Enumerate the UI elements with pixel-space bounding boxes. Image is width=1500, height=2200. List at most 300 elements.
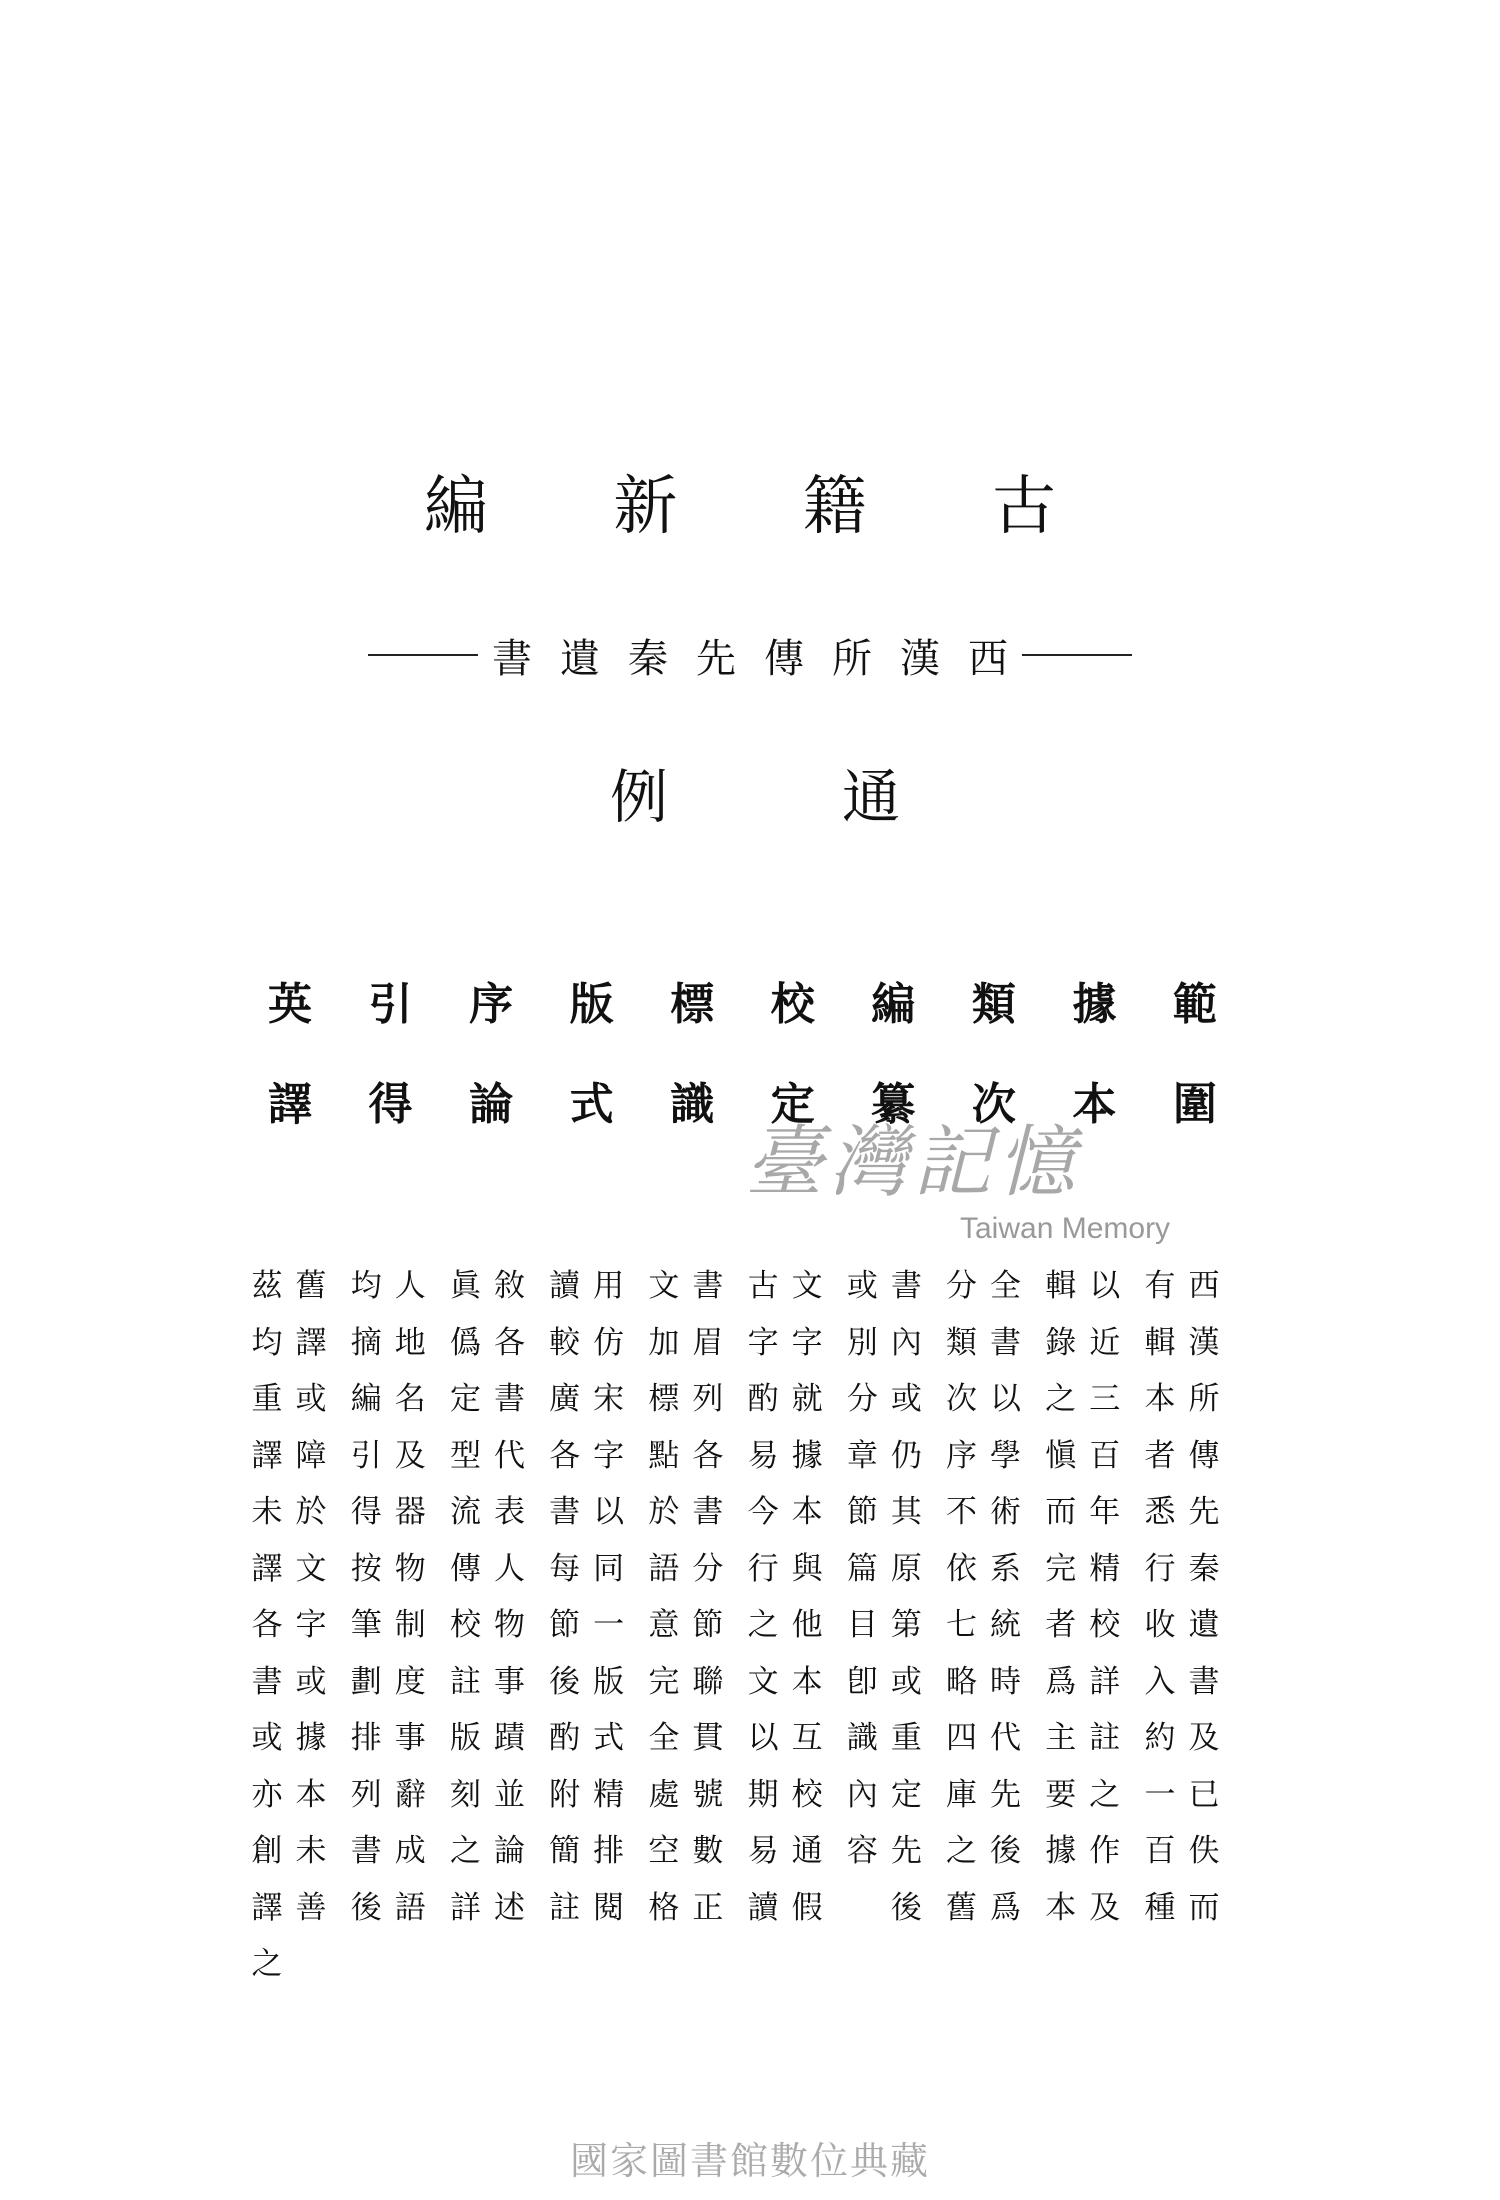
text-char: 眉 xyxy=(692,1324,724,1361)
text-char: 本 xyxy=(791,1663,823,1700)
text-char: 不 xyxy=(946,1494,978,1530)
text-char: 聯 xyxy=(692,1663,724,1700)
text-char: 節 xyxy=(692,1607,724,1643)
text-char: 易 xyxy=(747,1437,779,1474)
text-char: 譯 xyxy=(251,1889,283,1926)
text-char: 意 xyxy=(648,1607,680,1643)
text-char: 傳 xyxy=(1188,1437,1220,1474)
text-char: 者 xyxy=(1045,1607,1077,1643)
text-char: 年 xyxy=(1089,1494,1121,1530)
text-char: 書 xyxy=(990,1324,1022,1361)
text-char: 時 xyxy=(990,1663,1022,1700)
text-char: 物 xyxy=(493,1607,525,1643)
text-char: 廣 xyxy=(549,1381,581,1417)
text-char: 先 xyxy=(990,1776,1022,1813)
text-char: 種 xyxy=(1144,1889,1176,1926)
rule-header-bottom: 得 xyxy=(368,1079,413,1130)
rule-header xyxy=(456,955,526,1155)
text-column xyxy=(248,1258,286,1982)
text-column xyxy=(1086,1258,1124,1948)
text-char: 地 xyxy=(394,1324,426,1361)
rule-header-top: 英 xyxy=(268,979,312,1030)
text-char: 語 xyxy=(648,1550,680,1587)
rule-header xyxy=(657,955,727,1155)
text-char: 制 xyxy=(394,1607,426,1643)
text-char: 假 xyxy=(791,1889,823,1926)
text-char: 而 xyxy=(1188,1889,1220,1926)
watermark-latin: Taiwan Memory xyxy=(960,1212,1171,1245)
text-char: 筆 xyxy=(350,1607,382,1643)
text-column xyxy=(1141,1258,1179,1948)
text-char: 後 xyxy=(549,1663,581,1700)
text-char: 各 xyxy=(493,1324,525,1361)
text-char: 其 xyxy=(890,1494,922,1530)
subtitle-char: 遺 xyxy=(560,635,600,682)
text-char: 本 xyxy=(295,1776,327,1813)
text-char: 與 xyxy=(791,1550,823,1587)
text-char: 術 xyxy=(990,1494,1022,1530)
text-char: 之 xyxy=(449,1833,481,1869)
rule-description xyxy=(248,1258,330,1982)
text-char: 簡 xyxy=(549,1833,581,1869)
text-char: 譯 xyxy=(251,1437,283,1474)
text-char: 蹟 xyxy=(493,1720,525,1756)
text-char: 舊 xyxy=(295,1268,327,1304)
text-char: 譯 xyxy=(295,1324,327,1361)
text-char: 作 xyxy=(1089,1833,1121,1869)
text-char: 要 xyxy=(1045,1776,1077,1813)
text-char: 愼 xyxy=(1045,1437,1077,1474)
text-char: 有 xyxy=(1144,1268,1176,1304)
text-char: 系 xyxy=(990,1550,1022,1587)
text-char: 之 xyxy=(946,1833,978,1869)
text-char: 每 xyxy=(549,1550,581,1587)
text-char: 號 xyxy=(692,1776,724,1813)
text-char: 類 xyxy=(946,1324,978,1361)
text-char: 本 xyxy=(1144,1381,1176,1417)
text-char: 近 xyxy=(1089,1324,1121,1361)
text-char: 原 xyxy=(890,1550,922,1587)
text-char: 重 xyxy=(251,1381,283,1417)
text-column xyxy=(1042,1258,1080,1948)
text-char: 辭 xyxy=(394,1776,426,1813)
rule-description xyxy=(1042,1258,1124,1948)
text-char: 茲 xyxy=(251,1268,283,1304)
text-char: 均 xyxy=(350,1268,382,1304)
title-char: 編 xyxy=(424,470,488,544)
text-char: 空 xyxy=(648,1833,680,1869)
text-char: 創 xyxy=(251,1833,283,1869)
text-char: 收 xyxy=(1144,1607,1176,1643)
subtitle-char: 秦 xyxy=(628,635,668,682)
text-char: 摘 xyxy=(350,1324,382,1361)
text-char: 之 xyxy=(1089,1776,1121,1813)
text-char: 章 xyxy=(846,1437,878,1474)
rule-header-top: 據 xyxy=(1072,979,1117,1030)
text-char: 文 xyxy=(295,1550,327,1587)
text-char: 者 xyxy=(1144,1437,1176,1474)
rule-header-bottom: 論 xyxy=(469,1079,514,1130)
text-char: 節 xyxy=(846,1494,878,1530)
text-char: 書 xyxy=(890,1268,922,1304)
text-char: 分 xyxy=(946,1268,978,1304)
rule-description xyxy=(943,1258,1025,1948)
text-char: 文 xyxy=(648,1268,680,1304)
footer-credit: 國家圖書館數位典藏 xyxy=(569,2139,930,2183)
text-char: 本 xyxy=(791,1494,823,1530)
text-char: 註 xyxy=(549,1889,581,1926)
text-column xyxy=(689,1258,727,1948)
title-char: 古 xyxy=(991,470,1056,544)
section-heading xyxy=(610,750,900,834)
text-char: 度 xyxy=(394,1663,426,1700)
text-char: 漢 xyxy=(1188,1324,1220,1361)
text-char: 點 xyxy=(648,1437,680,1474)
text-char: 目 xyxy=(846,1607,878,1643)
rule-header-bottom: 定 xyxy=(770,1079,815,1130)
rule-description xyxy=(446,1258,528,1948)
text-char: 書 xyxy=(350,1833,382,1869)
text-char: 已 xyxy=(1188,1776,1220,1813)
text-char: 行 xyxy=(1144,1550,1176,1587)
text-char: 編 xyxy=(350,1381,382,1417)
text-char: 器 xyxy=(394,1494,426,1530)
text-char: 標 xyxy=(648,1381,680,1417)
text-char: 西 xyxy=(1188,1268,1220,1304)
book-title xyxy=(420,455,1060,547)
text-char: 統 xyxy=(990,1607,1022,1643)
text-char: 節 xyxy=(549,1607,581,1643)
text-char: 酌 xyxy=(549,1720,581,1756)
subtitle-char: 先 xyxy=(696,635,736,682)
text-column xyxy=(645,1258,683,1948)
text-column xyxy=(987,1258,1025,1948)
text-char: 據 xyxy=(791,1437,823,1474)
text-column xyxy=(347,1258,385,1948)
text-char: 代 xyxy=(990,1720,1022,1756)
text-char: 書 xyxy=(692,1494,724,1530)
text-char: 篇 xyxy=(846,1550,878,1587)
rule-header-top: 標 xyxy=(670,979,715,1030)
rule-description xyxy=(645,1258,727,1948)
text-char: 依 xyxy=(946,1550,978,1587)
text-char: 眞 xyxy=(449,1268,481,1304)
text-char: 校 xyxy=(1089,1607,1121,1643)
rule-header-top: 序 xyxy=(469,979,514,1030)
text-char: 用 xyxy=(593,1268,625,1304)
text-char: 版 xyxy=(449,1720,481,1756)
text-char: 或 xyxy=(251,1720,283,1756)
rules-body xyxy=(248,1258,1223,1982)
rule-header-bottom: 纂 xyxy=(871,1079,916,1130)
text-char: 通 xyxy=(791,1833,823,1869)
text-char: 期 xyxy=(747,1776,779,1813)
text-char: 全 xyxy=(648,1720,680,1756)
text-char: 別 xyxy=(846,1324,878,1361)
text-char: 入 xyxy=(1144,1663,1176,1700)
text-column xyxy=(1185,1258,1223,1948)
text-char: 數 xyxy=(692,1833,724,1869)
dash-right xyxy=(1022,654,1132,656)
text-column xyxy=(843,1258,881,1948)
text-char: 或 xyxy=(295,1381,327,1417)
text-column xyxy=(292,1258,330,1948)
text-char: 容 xyxy=(846,1833,878,1869)
text-column xyxy=(887,1258,925,1948)
text-char: 百 xyxy=(1089,1437,1121,1474)
text-char: 悉 xyxy=(1144,1494,1176,1530)
subtitle-char: 傳 xyxy=(764,635,804,682)
text-char: 佚 xyxy=(1188,1833,1220,1869)
text-char: 序 xyxy=(946,1437,978,1474)
text-char: 定 xyxy=(890,1776,922,1813)
text-char: 互 xyxy=(791,1720,823,1756)
text-char: 及 xyxy=(1188,1720,1220,1756)
text-char: 各 xyxy=(692,1437,724,1474)
text-char: 讀 xyxy=(747,1889,779,1926)
text-char: 古 xyxy=(747,1268,779,1304)
text-char: 分 xyxy=(692,1550,724,1587)
heading-char: 例 xyxy=(610,763,669,831)
text-char: 按 xyxy=(350,1550,382,1587)
text-char: 代 xyxy=(493,1437,525,1474)
text-char: 版 xyxy=(593,1663,625,1700)
text-char: 排 xyxy=(350,1720,382,1756)
text-char: 之 xyxy=(747,1607,779,1643)
subtitle-char: 書 xyxy=(492,635,532,682)
rule-header-bottom: 次 xyxy=(971,1079,1016,1130)
text-char: 一 xyxy=(1144,1776,1176,1813)
text-column xyxy=(391,1258,429,1948)
text-char: 今 xyxy=(747,1494,779,1530)
title-char: 新 xyxy=(613,470,678,544)
text-char: 型 xyxy=(449,1437,481,1474)
text-char: 內 xyxy=(846,1776,878,1813)
text-char: 加 xyxy=(648,1324,680,1361)
text-char: 各 xyxy=(251,1607,283,1643)
text-column xyxy=(943,1258,981,1948)
text-char: 貫 xyxy=(692,1720,724,1756)
rule-header-bottom: 本 xyxy=(1072,1079,1117,1130)
text-char: 約 xyxy=(1144,1720,1176,1756)
text-char: 學 xyxy=(990,1437,1022,1474)
text-char: 卽 xyxy=(846,1663,878,1700)
text-char: 詳 xyxy=(1089,1663,1121,1700)
text-char: 文 xyxy=(791,1268,823,1304)
text-char: 字 xyxy=(295,1607,327,1643)
text-char: 校 xyxy=(449,1607,481,1643)
text-char: 以 xyxy=(990,1381,1022,1417)
text-char: 亦 xyxy=(251,1776,283,1813)
text-char: 定 xyxy=(449,1381,481,1417)
text-char: 爲 xyxy=(990,1889,1022,1926)
text-char: 本 xyxy=(1045,1889,1077,1926)
text-char: 格 xyxy=(648,1889,680,1926)
text-char: 一 xyxy=(593,1607,625,1643)
text-char: 之 xyxy=(1045,1381,1077,1417)
text-char: 後 xyxy=(350,1889,382,1926)
text-char: 列 xyxy=(692,1381,724,1417)
text-char: 及 xyxy=(394,1437,426,1474)
rule-description xyxy=(744,1258,826,1948)
text-char: 名 xyxy=(394,1381,426,1417)
text-char: 識 xyxy=(846,1720,878,1756)
rule-header-bottom: 譯 xyxy=(268,1079,312,1130)
text-char: 輯 xyxy=(1045,1268,1077,1304)
text-char: 或 xyxy=(890,1663,922,1700)
text-char: 字 xyxy=(593,1437,625,1474)
heading-char: 通 xyxy=(841,763,900,831)
rule-header-bottom: 式 xyxy=(569,1079,614,1130)
watermark-logo xyxy=(745,1100,1205,1260)
text-char: 先 xyxy=(1188,1494,1220,1530)
text-char: 障 xyxy=(295,1437,327,1474)
text-char: 語 xyxy=(394,1889,426,1926)
dash-left xyxy=(368,654,478,656)
text-char: 事 xyxy=(493,1663,525,1700)
text-char: 列 xyxy=(350,1776,382,1813)
text-char: 酌 xyxy=(747,1381,779,1417)
text-char: 爲 xyxy=(1045,1663,1077,1700)
text-char: 表 xyxy=(493,1494,525,1530)
text-char: 仍 xyxy=(890,1437,922,1474)
text-char: 完 xyxy=(648,1663,680,1700)
text-char: 譯 xyxy=(251,1550,283,1587)
text-char: 錄 xyxy=(1045,1324,1077,1361)
text-char: 詳 xyxy=(449,1889,481,1926)
text-char: 善 xyxy=(295,1889,327,1926)
text-char: 重 xyxy=(890,1720,922,1756)
rule-header-top: 編 xyxy=(871,979,916,1030)
text-char: 之 xyxy=(251,1946,283,1982)
subtitle-char: 西 xyxy=(968,635,1008,682)
text-char: 劃 xyxy=(350,1663,382,1700)
text-char: 式 xyxy=(593,1720,625,1756)
rule-header xyxy=(356,955,426,1155)
rule-header-top: 校 xyxy=(770,979,815,1030)
text-char: 遺 xyxy=(1188,1607,1220,1643)
text-column xyxy=(744,1258,782,1948)
text-char: 書 xyxy=(549,1494,581,1530)
text-char: 內 xyxy=(890,1324,922,1361)
text-char: 七 xyxy=(946,1607,978,1643)
subtitle xyxy=(380,625,1120,685)
text-char: 行 xyxy=(747,1550,779,1587)
text-column xyxy=(590,1258,628,1948)
text-column xyxy=(446,1258,484,1948)
text-char: 正 xyxy=(692,1889,724,1926)
rule-header-top: 版 xyxy=(569,979,614,1030)
text-char: 輯 xyxy=(1144,1324,1176,1361)
text-char: 精 xyxy=(593,1776,625,1813)
text-char: 庫 xyxy=(946,1776,978,1813)
text-char: 以 xyxy=(593,1494,625,1530)
text-char: 書 xyxy=(251,1663,283,1700)
text-char: 排 xyxy=(593,1833,625,1869)
text-char: 次 xyxy=(946,1381,978,1417)
text-column xyxy=(490,1258,528,1948)
rule-header-bottom: 識 xyxy=(670,1079,715,1130)
rule-header xyxy=(557,955,627,1155)
text-char: 以 xyxy=(747,1720,779,1756)
text-char: 均 xyxy=(251,1324,283,1361)
text-char: 主 xyxy=(1045,1720,1077,1756)
text-char: 閱 xyxy=(593,1889,625,1926)
text-char: 較 xyxy=(549,1324,581,1361)
text-char: 後 xyxy=(990,1833,1022,1869)
rule-header xyxy=(255,955,325,1155)
subtitle-text xyxy=(478,627,1022,684)
text-char: 字 xyxy=(747,1324,779,1361)
text-char: 秦 xyxy=(1188,1550,1220,1587)
subtitle-char: 所 xyxy=(832,635,872,682)
text-char: 引 xyxy=(350,1437,382,1474)
text-char: 同 xyxy=(593,1550,625,1587)
text-char: 完 xyxy=(1045,1550,1077,1587)
text-char: 據 xyxy=(1045,1833,1077,1869)
rule-description xyxy=(347,1258,429,1948)
subtitle-char: 漢 xyxy=(900,635,940,682)
text-char: 精 xyxy=(1089,1550,1121,1587)
text-char: 論 xyxy=(493,1833,525,1869)
text-column xyxy=(546,1258,584,1948)
text-char: 註 xyxy=(449,1663,481,1700)
text-char: 三 xyxy=(1089,1381,1121,1417)
text-char: 刻 xyxy=(449,1776,481,1813)
text-char: 後 xyxy=(890,1889,922,1926)
text-char: 各 xyxy=(549,1437,581,1474)
text-char: 字 xyxy=(791,1324,823,1361)
text-char: 人 xyxy=(394,1268,426,1304)
rule-description xyxy=(843,1258,925,1948)
text-char: 百 xyxy=(1144,1833,1176,1869)
text-char: 讀 xyxy=(549,1268,581,1304)
title-char: 籍 xyxy=(802,470,867,544)
text-char: 事 xyxy=(394,1720,426,1756)
text-char: 分 xyxy=(846,1381,878,1417)
text-char: 未 xyxy=(295,1833,327,1869)
text-char: 傳 xyxy=(449,1550,481,1587)
text-char: 未 xyxy=(251,1494,283,1530)
text-char: 成 xyxy=(394,1833,426,1869)
rule-header-bottom: 圍 xyxy=(1172,1079,1217,1130)
text-char: 於 xyxy=(648,1494,680,1530)
text-char: 僞 xyxy=(449,1324,481,1361)
text-char: 易 xyxy=(747,1833,779,1869)
text-char: 仿 xyxy=(593,1324,625,1361)
text-char: 舊 xyxy=(946,1889,978,1926)
text-char: 或 xyxy=(295,1663,327,1700)
text-char: 註 xyxy=(1089,1720,1121,1756)
text-char: 人 xyxy=(493,1550,525,1587)
text-char: 並 xyxy=(493,1776,525,1813)
text-char: 或 xyxy=(846,1268,878,1304)
rule-description xyxy=(546,1258,628,1948)
text-char: 第 xyxy=(890,1607,922,1643)
rule-header-top: 範 xyxy=(1172,979,1217,1030)
text-char: 書 xyxy=(692,1268,724,1304)
rule-header-top: 類 xyxy=(971,979,1016,1030)
text-char: 全 xyxy=(990,1268,1022,1304)
text-char: 附 xyxy=(549,1776,581,1813)
rule-description xyxy=(1141,1258,1223,1948)
text-char: 處 xyxy=(648,1776,680,1813)
text-char: 校 xyxy=(791,1776,823,1813)
text-char: 先 xyxy=(890,1833,922,1869)
rule-header-top: 引 xyxy=(368,979,413,1030)
text-char: 書 xyxy=(1188,1663,1220,1700)
text-char: 及 xyxy=(1089,1889,1121,1926)
